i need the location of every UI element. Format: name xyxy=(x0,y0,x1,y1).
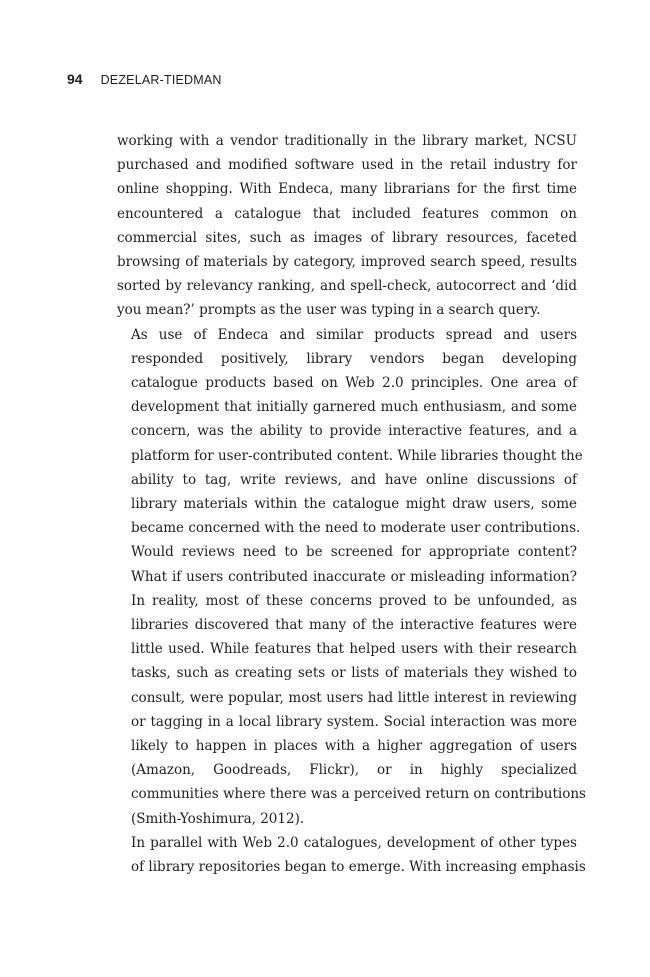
text-line: responded positively, library vendors began developing xyxy=(131,350,577,367)
text-line: catalogue products based on Web 2.0 principles. One area of xyxy=(131,375,577,392)
text-line: As use of Endeca and similar products spread and users xyxy=(131,326,577,343)
text-line: platform for user-contributed content. While libraries thought the xyxy=(131,447,583,464)
text-line: consult, were popular, most users had little interest in reviewing xyxy=(131,689,577,706)
text-line: encountered a catalogue that included features common on xyxy=(117,205,577,222)
text-line: development that initially garnered much enthusiasm, and some xyxy=(131,399,577,416)
running-header xyxy=(67,71,222,89)
text-line: concern, was the ability to provide interactive features, and a xyxy=(131,423,577,440)
paragraph xyxy=(117,129,577,323)
text-line: commercial sites, such as images of library resources, faceted xyxy=(117,229,577,246)
text-line: purchased and modified software used in the retail industry for xyxy=(117,157,577,174)
text-line: libraries discovered that many of the interactive features were xyxy=(131,617,577,634)
text-line: you mean?’ prompts as the user was typing in a search query. xyxy=(117,302,541,319)
text-line: working with a vendor traditionally in the library market, NCSU xyxy=(117,133,577,149)
text-line: (Smith-Yoshimura, 2012). xyxy=(131,810,305,827)
text-line: online shopping. With Endeca, many librarians for the first time xyxy=(117,181,577,198)
text-line: sorted by relevancy ranking, and spell-check, autocorrect and ‘did xyxy=(117,278,577,295)
text-line: Would reviews need to be screened for appropriate content? xyxy=(131,544,577,561)
body-text xyxy=(117,129,586,879)
text-line: In parallel with Web 2.0 catalogues, development of other types xyxy=(131,834,577,851)
text-line: What if users contributed inaccurate or misleading information? xyxy=(131,568,577,585)
page-number: 94 xyxy=(67,71,83,87)
text-line: browsing of materials by category, improved search speed, results xyxy=(117,254,577,271)
text-line: library materials within the catalogue might draw users, some xyxy=(131,496,577,513)
text-line: little used. While features that helped users with their research xyxy=(131,641,577,658)
paragraph xyxy=(117,323,586,831)
text-line: of library repositories began to emerge. With increasing emphasis xyxy=(131,859,586,876)
paragraph xyxy=(117,831,586,879)
text-line: ability to tag, write reviews, and have online discussions of xyxy=(131,471,577,488)
text-line: tasks, such as creating sets or lists of materials they wished to xyxy=(131,665,577,682)
text-line: communities where there was a perceived return on contributions xyxy=(131,786,586,803)
running-head-author: DEZELAR-TIEDMAN xyxy=(100,73,222,87)
text-line: likely to happen in places with a higher aggregation of users xyxy=(131,738,577,755)
text-line: (Amazon, Goodreads, Flickr), or in highly specialized xyxy=(131,762,577,779)
text-line: or tagging in a local library system. Social interaction was more xyxy=(131,713,577,730)
text-line: became concerned with the need to moderate user contributions. xyxy=(131,520,581,537)
text-line: In reality, most of these concerns proved to be unfounded, as xyxy=(131,592,577,609)
